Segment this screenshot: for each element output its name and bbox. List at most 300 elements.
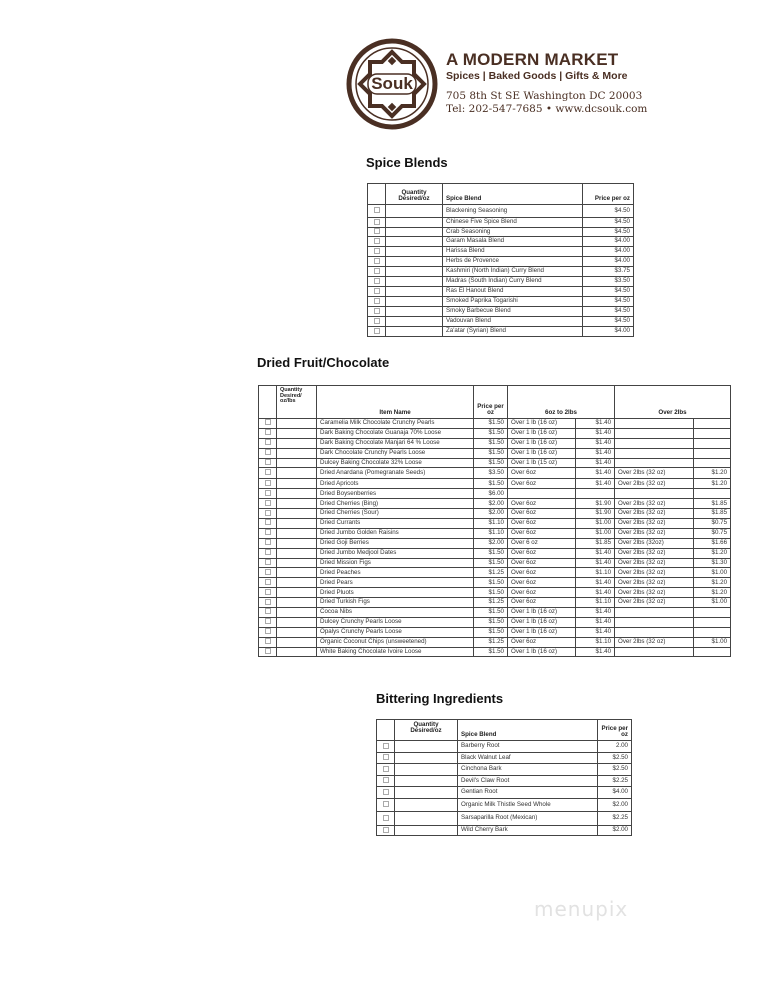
checkbox-cell[interactable]	[259, 438, 277, 448]
checkbox-header	[368, 184, 386, 205]
checkbox-icon[interactable]	[383, 754, 389, 760]
quantity-input-cell[interactable]	[386, 218, 443, 228]
checkbox-icon[interactable]	[265, 599, 271, 605]
quantity-input-cell[interactable]	[277, 458, 317, 468]
checkbox-icon[interactable]	[265, 648, 271, 654]
item-price: $4.00	[583, 237, 634, 247]
quantity-input-cell[interactable]	[277, 479, 317, 489]
tier1-label: Over 6oz	[508, 499, 576, 509]
item-price: $2.50	[598, 753, 632, 764]
quantity-input-cell[interactable]	[386, 317, 443, 327]
item-name: Barberry Root	[458, 741, 598, 753]
item-name: Dark Baking Chocolate Manjari 64 % Loose	[317, 438, 474, 448]
quantity-input-cell[interactable]	[277, 578, 317, 588]
table-row	[259, 548, 731, 558]
tier2-label	[615, 438, 694, 448]
tier2-price: $0.75	[694, 528, 731, 538]
item-price: $1.10	[474, 519, 508, 529]
item-name: Herbs de Provence	[443, 257, 583, 267]
tier1-label: Over 6oz	[508, 479, 576, 489]
quantity-input-cell[interactable]	[386, 257, 443, 267]
tier2-price: $1.00	[694, 598, 731, 608]
tier2-label	[615, 489, 694, 499]
tier2-label	[615, 428, 694, 438]
checkbox-cell[interactable]	[377, 787, 395, 799]
quantity-input-cell[interactable]	[386, 287, 443, 297]
quantity-input-cell[interactable]	[395, 764, 458, 776]
quantity-input-cell[interactable]	[277, 538, 317, 548]
item-name: Blackening Seasoning	[443, 205, 583, 218]
item-name: Opalys Crunchy Pearls Loose	[317, 627, 474, 637]
tier1-price: $1.90	[576, 509, 615, 519]
item-price: $1.50	[474, 588, 508, 598]
spice-blends-title: Spice Blends	[366, 155, 448, 170]
checkbox-icon[interactable]	[374, 228, 380, 234]
quantity-input-cell[interactable]	[277, 627, 317, 637]
quantity-input-cell[interactable]	[277, 637, 317, 647]
quantity-input-cell[interactable]	[395, 799, 458, 812]
quantity-input-cell[interactable]	[395, 787, 458, 799]
item-name: Caramelia Milk Chocolate Crunchy Pearls	[317, 419, 474, 429]
checkbox-cell[interactable]	[377, 812, 395, 826]
item-price: $3.50	[474, 468, 508, 479]
table-row	[368, 317, 634, 327]
tier2-label: Over 2lbs (32 oz)	[615, 598, 694, 608]
tier2-label: Over 2lbs (32oz)	[615, 538, 694, 548]
tier2-price: $0.75	[694, 519, 731, 529]
checkbox-cell[interactable]	[368, 267, 386, 277]
checkbox-cell[interactable]	[259, 608, 277, 618]
item-name: Dulcey Crunchy Pearls Loose	[317, 617, 474, 627]
item-price: $1.50	[474, 647, 508, 657]
item-name: Organic Coconut Chips (unsweetened)	[317, 637, 474, 647]
tier1-price: $1.40	[576, 428, 615, 438]
item-price: $2.00	[598, 799, 632, 812]
item-price: $1.50	[474, 548, 508, 558]
item-price: $4.50	[583, 228, 634, 237]
checkbox-icon[interactable]	[383, 815, 389, 821]
item-name: Dried Pluots	[317, 588, 474, 598]
table-row	[259, 458, 731, 468]
item-name: Dried Mission Figs	[317, 558, 474, 568]
tier2-price	[694, 647, 731, 657]
item-price: $4.50	[583, 218, 634, 228]
quantity-input-cell[interactable]	[277, 528, 317, 538]
tier2-price	[694, 489, 731, 499]
checkbox-cell[interactable]	[368, 247, 386, 257]
tier1-label: Over 6 oz	[508, 538, 576, 548]
price-header: Price per oz	[474, 386, 508, 419]
tier2-price	[694, 428, 731, 438]
table-row	[368, 218, 634, 228]
quantity-input-cell[interactable]	[277, 598, 317, 608]
tier2-price	[694, 448, 731, 458]
item-price: $2.25	[598, 812, 632, 826]
checkbox-icon[interactable]	[383, 789, 389, 795]
checkbox-icon[interactable]	[265, 459, 271, 465]
quantity-input-cell[interactable]	[386, 247, 443, 257]
checkbox-cell[interactable]	[368, 317, 386, 327]
item-price: $1.10	[474, 528, 508, 538]
checkbox-icon[interactable]	[265, 569, 271, 575]
tier1-label: Over 6oz	[508, 528, 576, 538]
checkbox-icon[interactable]	[265, 519, 271, 525]
table-row	[259, 448, 731, 458]
checkbox-icon[interactable]	[265, 500, 271, 506]
checkbox-icon[interactable]	[383, 743, 389, 749]
tier2-label: Over 2lbs (32 oz)	[615, 588, 694, 598]
item-name: Crab Seasoning	[443, 228, 583, 237]
quantity-input-cell[interactable]	[277, 568, 317, 578]
checkbox-icon[interactable]	[265, 608, 271, 614]
quantity-input-cell[interactable]	[395, 776, 458, 787]
checkbox-icon[interactable]	[374, 318, 380, 324]
checkbox-header	[259, 386, 277, 419]
quantity-input-cell[interactable]	[395, 826, 458, 836]
checkbox-icon[interactable]	[265, 628, 271, 634]
table-row	[259, 627, 731, 637]
item-name: Organic Milk Thistle Seed Whole	[458, 799, 598, 812]
quantity-input-cell[interactable]	[277, 617, 317, 627]
quantity-input-cell[interactable]	[386, 205, 443, 218]
tier2-header: Over 2lbs	[615, 386, 731, 419]
checkbox-cell[interactable]	[377, 826, 395, 836]
item-price: $2.00	[598, 826, 632, 836]
table-row	[368, 247, 634, 257]
tier2-label: Over 2lbs (32 oz)	[615, 637, 694, 647]
table-row	[259, 617, 731, 627]
tier2-price: $1.85	[694, 509, 731, 519]
item-price: $4.50	[583, 307, 634, 317]
checkbox-cell[interactable]	[259, 617, 277, 627]
tier1-label: Over 1 lb (16 oz)	[508, 428, 576, 438]
item-price: $1.25	[474, 568, 508, 578]
checkbox-cell[interactable]	[259, 647, 277, 657]
quantity-input-cell[interactable]	[386, 237, 443, 247]
table-row	[368, 307, 634, 317]
table-row	[368, 257, 634, 267]
checkbox-cell[interactable]	[259, 558, 277, 568]
tier1-label: Over 6oz	[508, 548, 576, 558]
checkbox-icon[interactable]	[265, 429, 271, 435]
quantity-input-cell[interactable]	[277, 558, 317, 568]
checkbox-cell[interactable]	[259, 428, 277, 438]
tier1-label: Over 6oz	[508, 588, 576, 598]
tier1-label: Over 1 lb (16 oz)	[508, 419, 576, 429]
tier1-price: $1.40	[576, 438, 615, 448]
tier2-label	[615, 647, 694, 657]
tier1-label: Over 1 lb (16 oz)	[508, 438, 576, 448]
quantity-input-cell[interactable]	[386, 228, 443, 237]
tier2-price: $1.20	[694, 578, 731, 588]
checkbox-icon[interactable]	[374, 207, 380, 213]
table-row	[377, 753, 632, 764]
tier1-label: Over 1 lb (15 oz)	[508, 458, 576, 468]
checkbox-icon[interactable]	[374, 278, 380, 284]
checkbox-icon[interactable]	[374, 219, 380, 225]
watermark-faint-text	[536, 880, 676, 890]
table-row	[259, 598, 731, 608]
checkbox-cell[interactable]	[368, 297, 386, 307]
checkbox-cell[interactable]	[259, 519, 277, 529]
quantity-input-cell[interactable]	[277, 438, 317, 448]
tier2-price	[694, 627, 731, 637]
checkbox-icon[interactable]	[265, 618, 271, 624]
quantity-input-cell[interactable]	[277, 499, 317, 509]
item-name: Gentian Root	[458, 787, 598, 799]
bittering-table	[376, 719, 632, 836]
checkbox-cell[interactable]	[259, 479, 277, 489]
item-name: Dark Baking Chocolate Guanaja 70% Loose	[317, 428, 474, 438]
checkbox-cell[interactable]	[259, 489, 277, 499]
tier1-price: $1.40	[576, 578, 615, 588]
checkbox-header	[377, 720, 395, 741]
item-name: Dried Turkish Figs	[317, 598, 474, 608]
tier2-label: Over 2lbs (32 oz)	[615, 499, 694, 509]
item-name: Dried Jumbo Golden Raisins	[317, 528, 474, 538]
item-name: Chinese Five Spice Blend	[443, 218, 583, 228]
checkbox-icon[interactable]	[265, 539, 271, 545]
checkbox-cell[interactable]	[368, 257, 386, 267]
checkbox-icon[interactable]	[383, 777, 389, 783]
quantity-input-cell[interactable]	[386, 307, 443, 317]
checkbox-cell[interactable]	[377, 776, 395, 787]
item-price: $1.50	[474, 558, 508, 568]
table-row	[377, 764, 632, 776]
checkbox-icon[interactable]	[383, 766, 389, 772]
brand-contact: Tel: 202-547-7685 • www.dcsouk.com	[446, 103, 648, 115]
checkbox-icon[interactable]	[265, 549, 271, 555]
tier1-price: $1.40	[576, 558, 615, 568]
checkbox-icon[interactable]	[265, 490, 271, 496]
checkbox-cell[interactable]	[259, 637, 277, 647]
item-price: $1.50	[474, 617, 508, 627]
table-row	[259, 489, 731, 499]
checkbox-cell[interactable]	[377, 799, 395, 812]
table-row	[259, 608, 731, 618]
item-name-header: Item Name	[317, 386, 474, 419]
checkbox-icon[interactable]	[374, 268, 380, 274]
item-price: $4.00	[583, 327, 634, 337]
checkbox-icon[interactable]	[265, 419, 271, 425]
table-row	[259, 578, 731, 588]
table-row	[259, 588, 731, 598]
table-row	[368, 267, 634, 277]
tier1-price: $1.40	[576, 608, 615, 618]
tier1-price: $1.40	[576, 468, 615, 479]
quantity-input-cell[interactable]	[395, 753, 458, 764]
tier1-price: $1.40	[576, 647, 615, 657]
item-name: White Baking Chocolate Ivoire Loose	[317, 647, 474, 657]
checkbox-icon[interactable]	[265, 579, 271, 585]
qty-header: Quantity Desired/oz	[386, 184, 443, 205]
brand-subtitle: Spices | Baked Goods | Gifts & More	[446, 70, 628, 82]
tier1-price	[576, 489, 615, 499]
quantity-input-cell[interactable]	[386, 327, 443, 337]
table-row	[368, 205, 634, 218]
checkbox-cell[interactable]	[259, 578, 277, 588]
item-name: Wild Cherry Bark	[458, 826, 598, 836]
checkbox-cell[interactable]	[259, 458, 277, 468]
checkbox-icon[interactable]	[265, 638, 271, 644]
item-name: Dried Boysenberries	[317, 489, 474, 499]
tier1-price: $1.40	[576, 627, 615, 637]
item-price: $3.75	[583, 267, 634, 277]
checkbox-cell[interactable]	[259, 548, 277, 558]
quantity-input-cell[interactable]	[277, 608, 317, 618]
tier1-price: $1.10	[576, 598, 615, 608]
bittering-title: Bittering Ingredients	[376, 691, 504, 706]
quantity-input-cell[interactable]	[386, 267, 443, 277]
checkbox-cell[interactable]	[377, 741, 395, 753]
checkbox-icon[interactable]	[383, 827, 389, 833]
quantity-input-cell[interactable]	[395, 812, 458, 826]
checkbox-cell[interactable]	[368, 287, 386, 297]
tier2-price: $1.20	[694, 548, 731, 558]
checkbox-cell[interactable]	[377, 753, 395, 764]
price-header: Price per oz	[583, 184, 634, 205]
tier2-price: $1.20	[694, 468, 731, 479]
tier2-price: $1.66	[694, 538, 731, 548]
item-name: Dried Jumbo Medjool Dates	[317, 548, 474, 558]
table-row	[377, 741, 632, 753]
quantity-input-cell[interactable]	[277, 489, 317, 499]
logo-text: Souk	[371, 74, 413, 93]
checkbox-cell[interactable]	[259, 468, 277, 479]
tier1-label: Over 6oz	[508, 519, 576, 529]
table-row	[259, 637, 731, 647]
checkbox-icon[interactable]	[374, 308, 380, 314]
item-price: $1.50	[474, 608, 508, 618]
tier1-label: Over 6oz	[508, 578, 576, 588]
checkbox-cell[interactable]	[259, 448, 277, 458]
quantity-input-cell[interactable]	[395, 741, 458, 753]
checkbox-icon[interactable]	[374, 238, 380, 244]
checkbox-icon[interactable]	[265, 559, 271, 565]
checkbox-icon[interactable]	[265, 469, 271, 475]
table-row	[259, 499, 731, 509]
item-price: $3.50	[583, 277, 634, 287]
checkbox-cell[interactable]	[259, 538, 277, 548]
tier2-price	[694, 608, 731, 618]
tier1-price: $1.40	[576, 588, 615, 598]
dried-fruit-title: Dried Fruit/Chocolate	[257, 355, 390, 370]
item-price: $1.50	[474, 627, 508, 637]
item-name: Sarsaparilla Root (Mexican)	[458, 812, 598, 826]
item-name: Dried Cherries (Sour)	[317, 509, 474, 519]
item-price: $1.50	[474, 578, 508, 588]
checkbox-icon[interactable]	[374, 328, 380, 334]
item-name: Ras El Hanout Blend	[443, 287, 583, 297]
checkbox-cell[interactable]	[368, 307, 386, 317]
quantity-input-cell[interactable]	[277, 509, 317, 519]
quantity-input-cell[interactable]	[277, 588, 317, 598]
checkbox-icon[interactable]	[265, 510, 271, 516]
tier2-label	[615, 608, 694, 618]
qty-header: Quantity Desired/oz	[395, 720, 458, 741]
table-row	[259, 647, 731, 657]
item-price: $1.50	[474, 428, 508, 438]
checkbox-cell[interactable]	[259, 588, 277, 598]
tier2-price: $1.30	[694, 558, 731, 568]
tier2-price: $1.00	[694, 568, 731, 578]
table-row	[259, 468, 731, 479]
price-header: Price per oz	[598, 720, 632, 741]
checkbox-icon[interactable]	[374, 298, 380, 304]
tier2-label: Over 2lbs (32 oz)	[615, 509, 694, 519]
checkbox-cell[interactable]	[368, 277, 386, 287]
tier2-label: Over 2lbs (32 oz)	[615, 519, 694, 529]
checkbox-cell[interactable]	[368, 237, 386, 247]
checkbox-cell[interactable]	[259, 627, 277, 637]
item-name: Kashmiri (North Indian) Curry Blend	[443, 267, 583, 277]
tier1-price: $1.00	[576, 528, 615, 538]
table-row	[259, 568, 731, 578]
item-name: Smoky Barbecue Blend	[443, 307, 583, 317]
tier2-label: Over 2lbs (32 oz)	[615, 558, 694, 568]
quantity-input-cell[interactable]	[277, 468, 317, 479]
item-price: $4.50	[583, 287, 634, 297]
checkbox-cell[interactable]	[259, 528, 277, 538]
quantity-input-cell[interactable]	[277, 428, 317, 438]
checkbox-cell[interactable]	[259, 509, 277, 519]
table-row	[259, 558, 731, 568]
quantity-input-cell[interactable]	[277, 548, 317, 558]
checkbox-icon[interactable]	[374, 288, 380, 294]
checkbox-cell[interactable]	[259, 419, 277, 429]
qty-header: Quantity Desired/ oz/lbs	[277, 386, 317, 419]
checkbox-cell[interactable]	[368, 228, 386, 237]
quantity-input-cell[interactable]	[386, 277, 443, 287]
tier2-label: Over 2lbs (32 oz)	[615, 568, 694, 578]
checkbox-icon[interactable]	[265, 589, 271, 595]
quantity-input-cell[interactable]	[277, 448, 317, 458]
table-row	[259, 538, 731, 548]
item-price: $1.50	[474, 419, 508, 429]
checkbox-icon[interactable]	[374, 258, 380, 264]
checkbox-cell[interactable]	[368, 205, 386, 218]
checkbox-icon[interactable]	[383, 801, 389, 807]
tier1-price: $1.40	[576, 419, 615, 429]
table-row	[259, 438, 731, 448]
table-row	[368, 327, 634, 337]
tier1-price: $1.10	[576, 568, 615, 578]
tier2-price: $1.00	[694, 637, 731, 647]
checkbox-icon[interactable]	[265, 480, 271, 486]
quantity-input-cell[interactable]	[277, 647, 317, 657]
tier1-price: $1.40	[576, 617, 615, 627]
item-name: Vadouvan Blend	[443, 317, 583, 327]
checkbox-icon[interactable]	[374, 248, 380, 254]
checkbox-icon[interactable]	[265, 439, 271, 445]
tier1-price: $1.40	[576, 448, 615, 458]
quantity-input-cell[interactable]	[386, 297, 443, 307]
quantity-input-cell[interactable]	[277, 519, 317, 529]
table-row	[368, 237, 634, 247]
checkbox-cell[interactable]	[368, 327, 386, 337]
checkbox-icon[interactable]	[265, 449, 271, 455]
checkbox-cell[interactable]	[259, 598, 277, 608]
checkbox-cell[interactable]	[377, 764, 395, 776]
checkbox-cell[interactable]	[368, 218, 386, 228]
checkbox-cell[interactable]	[259, 499, 277, 509]
item-price: $4.50	[583, 205, 634, 218]
checkbox-cell[interactable]	[259, 568, 277, 578]
item-price: $2.00	[474, 538, 508, 548]
checkbox-icon[interactable]	[265, 529, 271, 535]
quantity-input-cell[interactable]	[277, 419, 317, 429]
tier1-label: Over 6oz	[508, 468, 576, 479]
